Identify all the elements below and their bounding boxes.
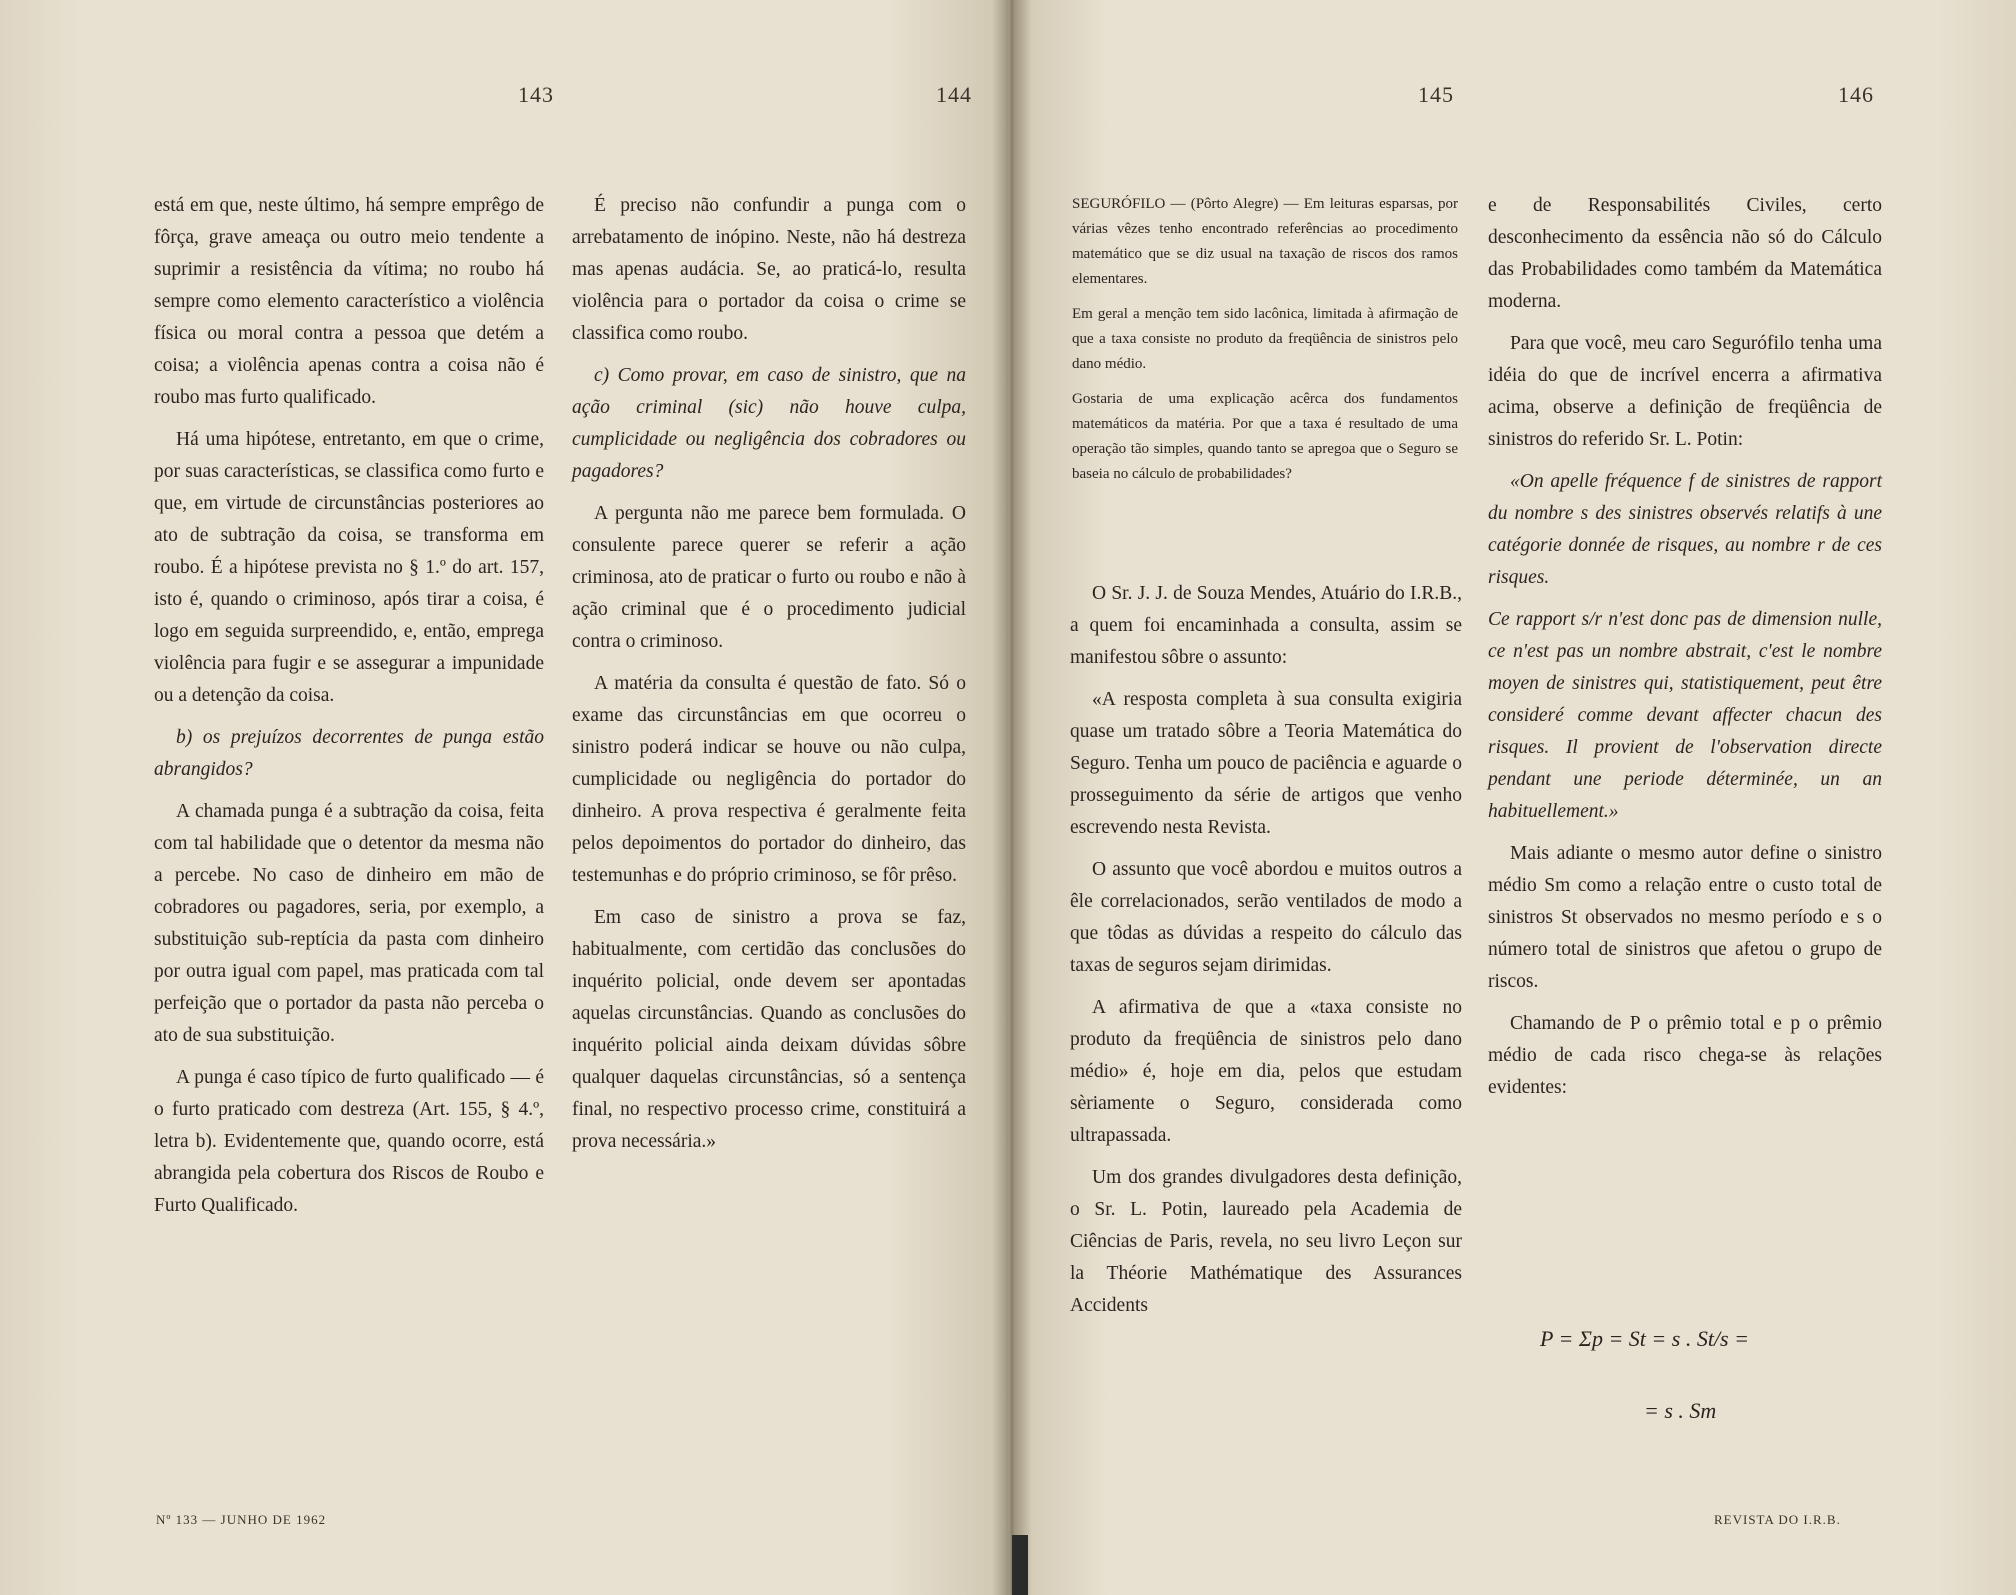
reader-question-block <box>1072 192 1458 497</box>
question-paragraph: Gostaria de uma explicação acêrca dos fundamentos matemáticos da matéria. Por que a taxa é resultado de uma operação tão simples, quando tanto se apregoa que o Seguro se baseia no cálculo de probabilidades? <box>1072 391 1458 482</box>
column-page-143 <box>154 190 544 1232</box>
paragraph: está em que, neste último, há sempre emprêgo de fôrça, grave ameaça ou outro meio tendente a suprimir a resistência da vítima; no roubo há sempre como elemento característico a violência física ou moral contra a pessoa que detém a coisa; a violência apenas contra a coisa não é roubo mas furto qualificado. <box>154 195 544 408</box>
footer-journal: REVISTA DO I.R.B. <box>1714 1512 1841 1527</box>
paragraph: Mais adiante o mesmo autor define o sinistro médio Sm como a relação entre o custo total de sinistros St observados no mesmo período e s o número total de sinistros que afetou o grupo de riscos. <box>1488 843 1882 992</box>
paragraph: É preciso não confundir a punga com o arrebatamento de inópino. Neste, não há destreza mas apenas audácia. Se, ao praticá-lo, resulta violência para o portador da coisa o crime se classifica como roubo. <box>572 195 966 344</box>
paragraph: Chamando de P o prêmio total e p o prêmio médio de cada risco chega-se às relações evidentes: <box>1488 1013 1882 1098</box>
spine-edge <box>1012 1535 1028 1595</box>
quotation: «On apelle fréquence f de sinistres de rapport du nombre s des sinistres observés relatifs à une catégorie donnée de risques, au nombre r de ces risques. <box>1488 471 1882 588</box>
question-heading: b) os prejuízos decorrentes de punga estão abrangidos? <box>154 727 544 780</box>
question-paragraph: SEGURÓFILO — (Pôrto Alegre) — Em leituras esparsas, por várias vêzes tenho encontrado referências ao procedimento matemático que se diz usual na taxação de riscos dos ramos elementares. <box>1072 196 1458 287</box>
paragraph: A matéria da consulta é questão de fato. Só o exame das circunstâncias em que ocorreu o sinistro poderá indicar se houve ou não culpa, cumplicidade ou negligência do portador do dinheiro. A prova respectiva é geralmente feita pelos depoimentos do portador do dinheiro, das testemunhas e do próprio criminoso, se fôr prêso. <box>572 673 966 886</box>
page-number-145: 145 <box>1418 82 1454 107</box>
paragraph: Há uma hipótese, entretanto, em que o crime, por suas características, se classifica como furto e que, em virtude de circunstâncias posteriores ao ato de subtração da coisa, se transforma em roubo. É a hipótese prevista no § 1.º do art. 157, isto é, quando o criminoso, após tirar a coisa, é logo em seguida surpreendido, e, então, emprega violência para fugir e se assegurar a impunidade ou a detenção da coisa. <box>154 429 544 706</box>
paragraph: Um dos grandes divulgadores desta definição, o Sr. L. Potin, laureado pela Academia de Ciências de Paris, revela, no seu livro Leçon sur la Théorie Mathématique des Assurances Accidents <box>1070 1167 1462 1316</box>
page-number-146: 146 <box>1838 82 1874 107</box>
paragraph: O Sr. J. J. de Souza Mendes, Atuário do I.R.B., a quem foi encaminhada a consulta, assim se manifestou sôbre o assunto: <box>1070 583 1462 668</box>
formula-line-2: = s . Sm <box>1644 1398 1717 1423</box>
formula-line-1: P = Σp = St = s . St/s = <box>1540 1326 1749 1351</box>
paragraph: e de Responsabilités Civiles, certo desconhecimento da essência não só do Cálculo das Probabilidades como também da Matemática moderna. <box>1488 195 1882 312</box>
paragraph: A afirmativa de que a «taxa consiste no produto da freqüência de sinistros pelo dano médio» é, hoje em dia, pelos que estudam sèriamente o Seguro, considerada como ultrapassada. <box>1070 997 1462 1146</box>
quotation: Ce rapport s/r n'est donc pas de dimension nulle, ce n'est pas un nombre abstrait, c'est le nombre moyen de sinistres qui, statistiquement, peut être consideré comme devant affecter chacun des risques. Il provient de l'observation directe pendant une periode déterminée, un an habituellement.» <box>1488 609 1882 822</box>
footer-issue: Nº 133 — JUNHO DE 1962 <box>156 1512 327 1527</box>
book-gutter <box>992 0 1032 1595</box>
paragraph: A pergunta não me parece bem formulada. O consulente parece querer se referir a ação criminosa, ato de praticar o furto ou roubo e não à ação criminal que é o procedimento judicial contra o criminoso. <box>572 503 966 652</box>
paragraph: Em caso de sinistro a prova se faz, habitualmente, com certidão das conclusões do inquérito policial, onde devem ser apontadas aquelas circunstâncias. Quando as conclusões do inquérito policial ainda deixam dúvidas sôbre qualquer daquelas circunstâncias, só a sentença final, no respectivo processo crime, constituirá a prova necessária.» <box>572 907 966 1152</box>
column-page-144 <box>572 190 966 1168</box>
paragraph: A punga é caso típico de furto qualificado — é o furto praticado com destreza (Art. 155, § 4.º, letra b). Evidentemente que, quando ocorre, está abrangida pela cobertura dos Riscos de Roubo e Furto Qualificado. <box>154 1067 544 1216</box>
column-page-146 <box>1488 190 1882 1114</box>
paragraph: O assunto que você abordou e muitos outros a êle correlacionados, serão ventilados de modo a que tôdas as dúvidas a respeito do cálculo das taxas de seguros sejam dirimidas. <box>1070 859 1462 976</box>
paragraph: Para que você, meu caro Segurófilo tenha uma idéia do que de incrível encerra a afirmativa acima, observe a definição de freqüência de sinistros do referido Sr. L. Potin: <box>1488 333 1882 450</box>
question-heading: c) Como provar, em caso de sinistro, que na ação criminal (sic) não houve culpa, cumplicidade ou negligência dos cobradores ou pagadores? <box>572 365 966 482</box>
question-paragraph: Em geral a menção tem sido lacônica, limitada à afirmação de que a taxa consiste no produto da freqüência de sinistros pelo dano médio. <box>1072 306 1458 372</box>
page-number-143: 143 <box>518 82 554 107</box>
paragraph: «A resposta completa à sua consulta exigiria quase um tratado sôbre a Teoria Matemática do Seguro. Tenha um pouco de paciência e aguarde o prosseguimento da série de artigos que venho escrevendo nesta Revista. <box>1070 689 1462 838</box>
page-number-144: 144 <box>936 82 972 107</box>
paragraph: A chamada punga é a subtração da coisa, feita com tal habilidade que o detentor da mesma não a percebe. No caso de dinheiro em mão de cobradores ou pagadores, seria, por exemplo, a substituição sub-reptícia da pasta com dinheiro por outra igual com papel, mas praticada com tal perfeição que o portador da pasta não perceba o ato de sua substituição. <box>154 801 544 1046</box>
column-page-145 <box>1070 578 1462 1332</box>
